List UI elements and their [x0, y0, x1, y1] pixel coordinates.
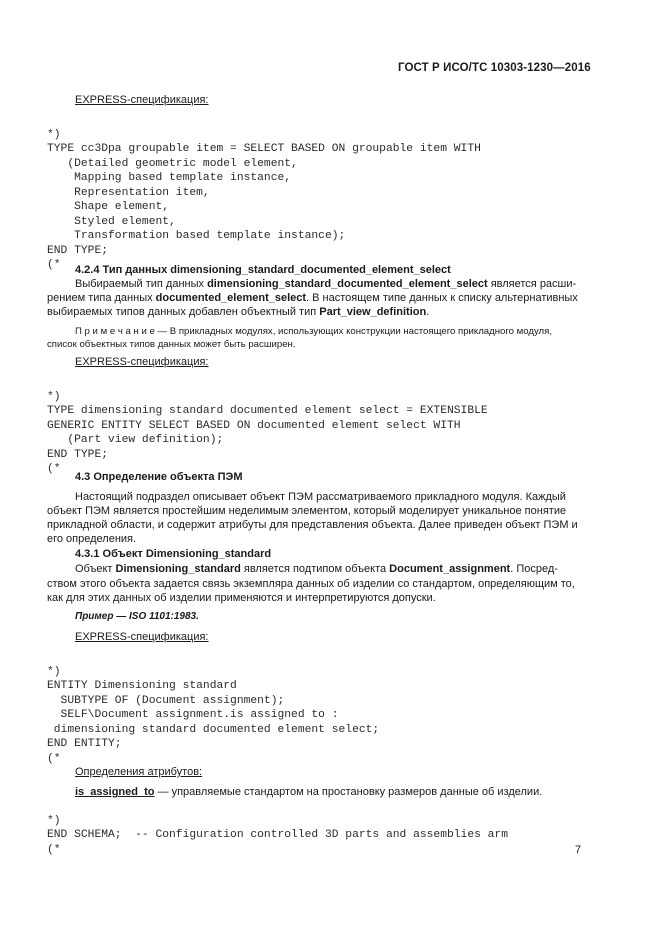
text: Объект: [75, 563, 116, 575]
code-line: Transformation based template instance);: [47, 230, 346, 242]
section-4-3-line1: Настоящий подраздел описывает объект ПЭМ рассматриваемого прикладного модуля. Каждый: [75, 491, 566, 503]
section-4-2-4-line2: [47, 291, 578, 306]
section-4-3-1-title: 4.3.1 Объект Dimensioning_standard: [75, 548, 272, 560]
code-line: *): [47, 665, 61, 678]
code-line: SUBTYPE OF (Document assignment);: [47, 694, 285, 707]
code-block-type-cc3dpa: [47, 113, 481, 287]
section-4-3-1-line3: как для этих данных об изделии применяются и интерпретируются допуски.: [47, 592, 436, 604]
section-4-3-line3: прикладной области, и содержит атрибуты для представления объекта. Далее приведен объект ПЭМ и: [47, 519, 578, 531]
text: рением типа данных: [47, 292, 156, 304]
code-line: END ENTITY;: [47, 738, 122, 750]
code-line: (*: [47, 259, 61, 271]
text: Выбираемый тип данных: [75, 278, 208, 290]
attribute-description: — управляемые стандартом на простановку размеров данные об изделии.: [154, 786, 543, 798]
code-line: *): [47, 128, 61, 141]
section-4-2-4-line3: [47, 305, 429, 320]
text: .: [426, 306, 430, 318]
code-line: dimensioning standard documented element select;: [47, 723, 380, 736]
type-name: dimensioning_standard_documented_element_select: [207, 278, 488, 290]
code-line: (Part view definition);: [47, 434, 224, 446]
note-line1: [75, 325, 552, 338]
text: . Посред-: [510, 563, 558, 575]
code-line: GENERIC ENTITY SELECT BASED ON documented element select WITH: [47, 419, 461, 432]
section-4-3-line4: его определения.: [47, 533, 137, 545]
text: выбираемых типов данных добавлен объектный тип: [47, 306, 320, 318]
text: является расши-: [487, 278, 577, 290]
page-number: 7: [575, 844, 582, 856]
express-spec-label: EXPRESS-спецификация:: [75, 94, 209, 106]
section-4-3-title: 4.3 Определение объекта ПЭМ: [75, 471, 243, 483]
code-block-entity-dimensioning-standard: [47, 650, 379, 781]
attribute-definition: [75, 785, 542, 800]
text: является подтипом объекта: [240, 563, 390, 575]
code-line: (Detailed geometric model element,: [47, 157, 298, 170]
code-line: SELF\Document assignment.is assigned to :: [47, 709, 339, 721]
code-line: Mapping based template instance,: [47, 172, 292, 184]
code-line: Styled element,: [47, 215, 176, 228]
attribute-name: is_assigned_to: [75, 786, 155, 798]
express-spec-label: EXPRESS-спецификация:: [75, 356, 209, 368]
attribute-definitions-label: Определения атрибутов:: [75, 766, 203, 778]
section-4-2-4-title: 4.2.4 Тип данных dimensioning_standard_documented_element_select: [75, 264, 451, 276]
code-line: (*: [47, 463, 61, 475]
section-4-3-1-line2: ством этого объекта задается связь экземпляра данных об изделии со стандартом, определяющим то,: [47, 578, 575, 590]
code-line: END TYPE;: [47, 448, 109, 461]
section-4-2-4-line1: [75, 277, 585, 292]
code-line: Shape element,: [47, 201, 170, 213]
code-line: END SCHEMA; -- Configuration controlled 3D parts and assemblies arm: [47, 829, 508, 841]
express-spec-label: EXPRESS-спецификация:: [75, 631, 209, 643]
code-line: TYPE dimensioning standard documented element select = EXTENSIBLE: [47, 405, 488, 417]
type-name: documented_element_select: [155, 292, 307, 304]
code-block-end-schema: [47, 799, 508, 872]
note-text: — В прикладных модулях, использующих конструкции настоящего прикладного модуля,: [154, 326, 553, 337]
code-line: (*: [47, 752, 61, 765]
code-line: (*: [47, 843, 61, 856]
type-name: Part_view_definition: [319, 306, 427, 318]
code-line: Representation item,: [47, 186, 210, 199]
example-text: Пример — ISO 1101:1983.: [75, 611, 199, 622]
code-line: *): [47, 390, 61, 403]
document-header: ГОСТ Р ИСО/ТС 10303-1230—2016: [398, 62, 591, 74]
entity-name: Document_assignment: [389, 563, 511, 575]
code-line: END TYPE;: [47, 244, 109, 257]
code-line: TYPE cc3Dpa groupable item = SELECT BASED ON groupable item WITH: [47, 143, 481, 155]
entity-name: Dimensioning_standard: [115, 563, 241, 575]
section-4-3-line2: объект ПЭМ является простейшим неделимым элементом, который моделирует уникальное понятие: [47, 505, 567, 517]
text: . В настоящем типе данных к списку альтернативных: [306, 292, 578, 304]
section-4-3-1-line1: [75, 562, 558, 577]
note-label: П р и м е ч а н и е: [75, 326, 155, 337]
code-line: ENTITY Dimensioning standard: [47, 680, 237, 692]
code-line: *): [47, 814, 61, 827]
note-line2: список объектных типов данных может быть расширен.: [47, 339, 296, 350]
